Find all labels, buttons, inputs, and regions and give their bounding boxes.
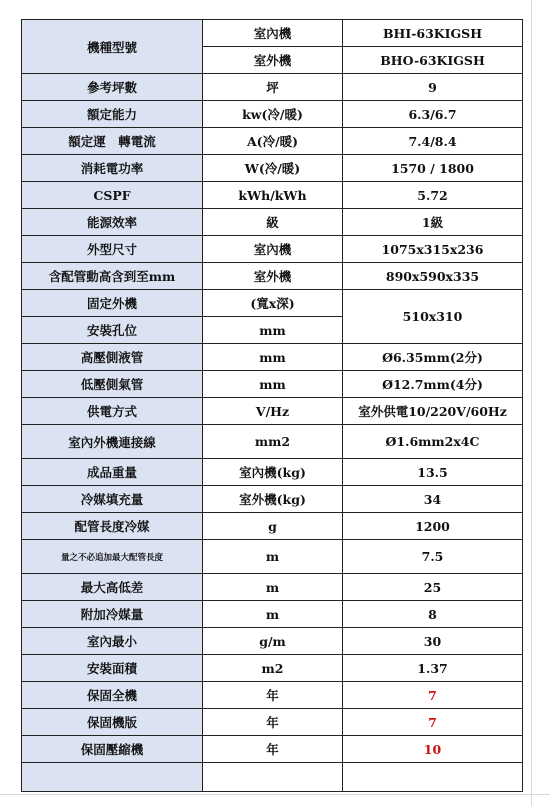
row-unit: 年 (203, 736, 343, 763)
row-label: 室內最小 (22, 628, 203, 655)
table-row (22, 155, 523, 182)
row-label: 低壓側氣管 (22, 371, 203, 398)
row-unit: mm (203, 317, 343, 344)
row-label: 安裝面積 (22, 655, 203, 682)
row-value: 1570 / 1800 (343, 155, 523, 182)
table-row (22, 709, 523, 736)
row-label: 額定能力 (22, 101, 203, 128)
row-label: 能源效率 (22, 209, 203, 236)
table-row (22, 601, 523, 628)
row-unit: 年 (203, 709, 343, 736)
row-value: Ø1.6mm2x4C (343, 425, 523, 459)
empty-row (22, 763, 523, 792)
table-row (22, 263, 523, 290)
table-row (22, 459, 523, 486)
row-unit: m (203, 574, 343, 601)
row-value: 34 (343, 486, 523, 513)
row-unit: g (203, 513, 343, 540)
row-label: 外型尺寸 (22, 236, 203, 263)
table-row (22, 486, 523, 513)
row-unit: kWh/kWh (203, 182, 343, 209)
row-unit: 年 (203, 682, 343, 709)
row-value: 7.5 (343, 540, 523, 574)
row-value: 5.72 (343, 182, 523, 209)
row-label: 消耗電功率 (22, 155, 203, 182)
row-label: 額定運 轉電流 (22, 128, 203, 155)
row-value: Ø12.7mm(4分) (343, 371, 523, 398)
empty-cell (22, 763, 203, 792)
row-value: 6.3/6.7 (343, 101, 523, 128)
sheet-gridline (0, 794, 550, 795)
row-value: 13.5 (343, 459, 523, 486)
row-unit: 室外機(kg) (203, 486, 343, 513)
row-value: 1.37 (343, 655, 523, 682)
table-row (22, 371, 523, 398)
table-row (22, 398, 523, 425)
row-unit: A(冷/暖) (203, 128, 343, 155)
warranty-value: 10 (343, 736, 523, 763)
row-label: 保固壓縮機 (22, 736, 203, 763)
row-label: 固定外機 (22, 290, 203, 317)
row-label: 含配管動高含到至mm (22, 263, 203, 290)
table-row (22, 20, 523, 47)
table-row (22, 128, 523, 155)
row-unit: mm2 (203, 425, 343, 459)
table-row (22, 513, 523, 540)
table-row (22, 236, 523, 263)
row-value: 8 (343, 601, 523, 628)
row-label: 室內外機連接線 (22, 425, 203, 459)
row-label: 高壓側液管 (22, 344, 203, 371)
row-value: 9 (343, 74, 523, 101)
row-unit: V/Hz (203, 398, 343, 425)
table-row (22, 182, 523, 209)
row-unit: 室外機 (203, 263, 343, 290)
row-unit: (寬x深) (203, 290, 343, 317)
row-value: 890x590x335 (343, 263, 523, 290)
row-value: BHI-63KIGSH (343, 20, 523, 47)
row-unit: m2 (203, 655, 343, 682)
row-value: BHO-63KIGSH (343, 47, 523, 74)
row-unit: 室內機 (203, 236, 343, 263)
row-value: 30 (343, 628, 523, 655)
table-row (22, 425, 523, 459)
row-label: 參考坪數 (22, 74, 203, 101)
warranty-value: 7 (343, 709, 523, 736)
table-row (22, 655, 523, 682)
row-value: 1級 (343, 209, 523, 236)
table-row (22, 209, 523, 236)
row-unit: kw(冷/暖) (203, 101, 343, 128)
table-row (22, 628, 523, 655)
row-value: 室外供電10/220V/60Hz (343, 398, 523, 425)
row-label: 配管長度冷媒 (22, 513, 203, 540)
table-row (22, 540, 523, 574)
row-unit: m (203, 601, 343, 628)
row-label: 附加冷媒量 (22, 601, 203, 628)
row-unit: 級 (203, 209, 343, 236)
row-label: 成品重量 (22, 459, 203, 486)
row-label: 供電方式 (22, 398, 203, 425)
row-value-mount: 510x310 (343, 290, 523, 344)
row-value: 7.4/8.4 (343, 128, 523, 155)
row-unit: m (203, 540, 343, 574)
spec-table (21, 19, 523, 792)
row-label: CSPF (22, 182, 203, 209)
row-unit: W(冷/暖) (203, 155, 343, 182)
row-label: 安裝孔位 (22, 317, 203, 344)
row-label: 保固全機 (22, 682, 203, 709)
table-row (22, 344, 523, 371)
empty-cell (203, 763, 343, 792)
row-unit: 室內機(kg) (203, 459, 343, 486)
row-value: 1075x315x236 (343, 236, 523, 263)
row-value: 1200 (343, 513, 523, 540)
row-value: Ø6.35mm(2分) (343, 344, 523, 371)
row-unit: 室內機 (203, 20, 343, 47)
row-value: 25 (343, 574, 523, 601)
row-unit: 坪 (203, 74, 343, 101)
row-label: 最大高低差 (22, 574, 203, 601)
row-label-model: 機種型號 (22, 20, 203, 74)
table-row (22, 682, 523, 709)
row-label: 量之不必追加最大配管長度 (22, 540, 203, 574)
empty-cell (343, 763, 523, 792)
table-row (22, 290, 523, 317)
row-unit: g/m (203, 628, 343, 655)
row-unit: mm (203, 344, 343, 371)
table-row (22, 574, 523, 601)
sheet-gridline (531, 0, 532, 806)
row-unit: mm (203, 371, 343, 398)
row-unit: 室外機 (203, 47, 343, 74)
table-row (22, 101, 523, 128)
row-label: 保固機版 (22, 709, 203, 736)
table-row (22, 736, 523, 763)
table-row (22, 74, 523, 101)
warranty-value: 7 (343, 682, 523, 709)
row-label: 冷媒填充量 (22, 486, 203, 513)
